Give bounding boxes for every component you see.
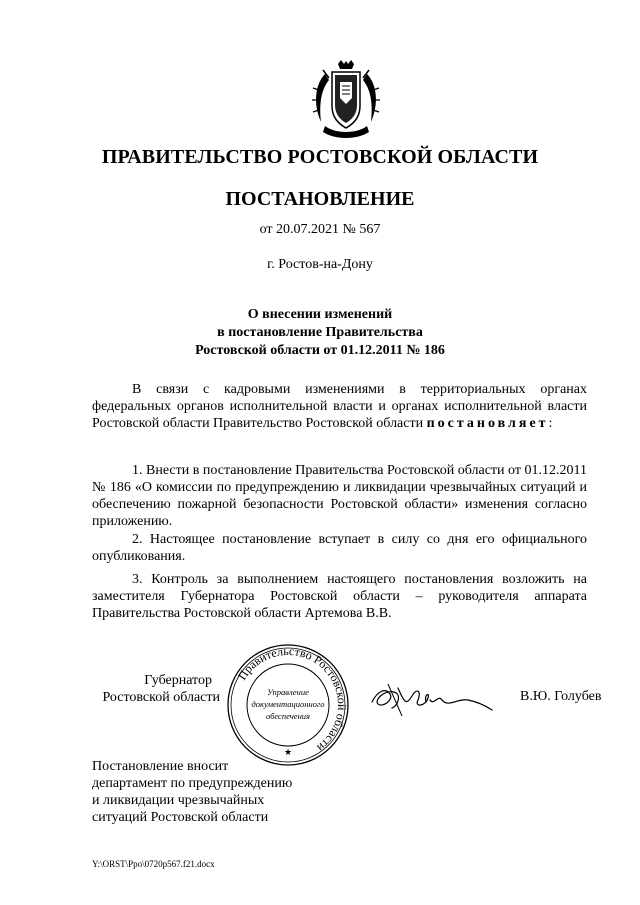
stamp-inner-line-1: Управление	[267, 687, 309, 697]
submitted-by-note	[92, 758, 342, 826]
intro-text: В связи с кадровыми изменениями в территориальных органах федеральных органов исполнительной власти и органах исполнительной власти Ростовской области Правительство Ростовской области	[92, 382, 587, 431]
stamp-outer-text: Правительство Ростовской области	[234, 643, 350, 756]
item-1-paragraph: 1. Внести в постановление Правительства Ростовской области от 01.12.2011 № 186 «О комиссии по предупреждению и ликвидации чрезвычайных ситуаций и обеспечению пожарной безопасности Ростовской области» изменения согласно приложению.	[92, 463, 587, 529]
intro-paragraph	[92, 381, 587, 432]
intro-keyword: постановляет	[426, 416, 549, 431]
coat-of-arms-icon	[311, 60, 381, 140]
signatory-title	[92, 672, 220, 706]
stamp-star-icon: ★	[283, 747, 293, 757]
doc-date-number: от 20.07.2021 № 567	[259, 222, 381, 237]
handwritten-signature	[368, 676, 498, 722]
doc-type-heading: ПОСТАНОВЛЕНИЕ	[225, 188, 415, 210]
intro-end: :	[548, 416, 553, 431]
signatory-title-line-1: Губернатор	[144, 673, 212, 688]
item-3-paragraph: 3. Контроль за выполнением настоящего постановления возложить на заместителя Губернатора Ростовской области – руководителя аппарата Правительства Ростовской области Артемова В.В.	[92, 572, 587, 621]
doc-subject	[0, 306, 640, 360]
subject-line-2: в постановление Правительства	[217, 325, 423, 340]
submitted-line-1: Постановление вносит	[92, 759, 229, 774]
submitted-line-2: департамент по предупреждению	[92, 776, 293, 791]
submitted-line-3: и ликвидации чрезвычайных	[92, 793, 265, 808]
subject-line-1: О внесении изменений	[247, 307, 393, 322]
official-stamp	[226, 643, 350, 767]
subject-line-3: Ростовской области от 01.12.2011 № 186	[195, 343, 445, 358]
stamp-inner-line-2: документационного	[251, 699, 325, 709]
file-path: Y:\ORST\Ppo\0720p567.f21.docx	[92, 859, 215, 869]
stamp-inner-line-3: обеспечения	[265, 711, 311, 721]
org-title: ПРАВИТЕЛЬСТВО РОСТОВСКОЙ ОБЛАСТИ	[101, 146, 539, 168]
submitted-line-4: ситуаций Ростовской области	[92, 810, 269, 825]
signatory-title-line-2: Ростовской области	[102, 690, 220, 705]
doc-city: г. Ростов-на-Дону	[267, 257, 373, 272]
item-2-paragraph: 2. Настоящее постановление вступает в силу со дня его официального опубликования.	[92, 532, 587, 564]
signatory-name: В.Ю. Голубев	[520, 689, 602, 704]
